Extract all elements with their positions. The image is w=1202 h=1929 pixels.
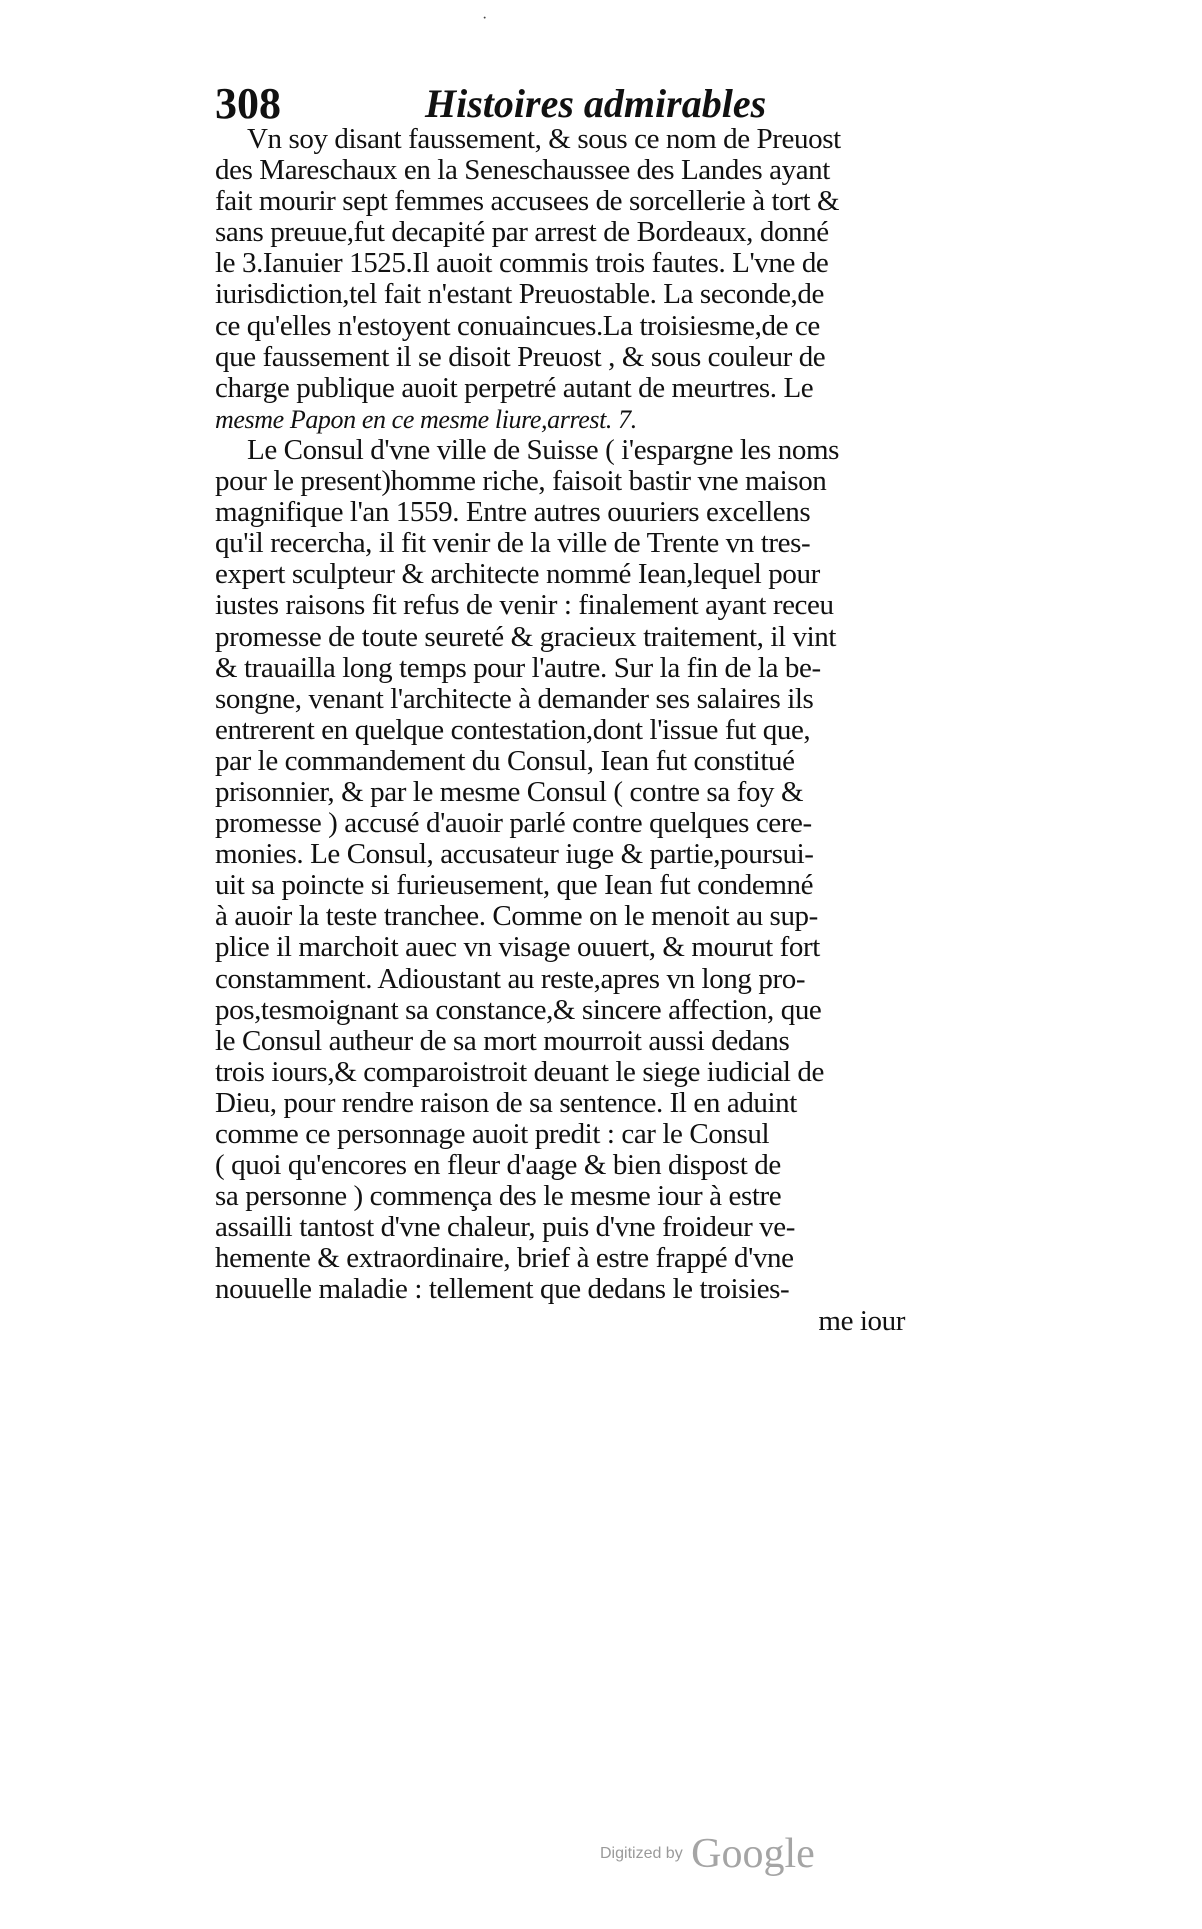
text-line: pos,tesmoignant sa constance,& sincere affection, que <box>215 993 822 1026</box>
text-line: prisonnier, & par le mesme Consul ( contre sa foy & <box>215 775 804 808</box>
text-line: songne, venant l'architecte à demander ses salaires ils <box>215 682 814 715</box>
text-line: assailli tantost d'vne chaleur, puis d'vne froideur ve- <box>215 1211 796 1244</box>
text-line: à auoir la teste tranchee. Comme on le menoit au sup- <box>215 900 818 933</box>
text-line: ( quoi qu'encores en fleur d'aage & bien dispost de <box>215 1149 781 1182</box>
text-line: charge publique auoit perpetré autant de meurtres. Le <box>215 371 814 404</box>
text-line: iurisdiction,tel fait n'estant Preuostable. La seconde,de <box>215 278 824 311</box>
text-line: hemente & extraordinaire, brief à estre frappé d'vne <box>215 1242 794 1275</box>
text-line: le Consul autheur de sa mort mourroit aussi dedans <box>215 1024 790 1057</box>
page-number: 308 <box>215 79 281 128</box>
text-line: par le commandement du Consul, Iean fut constitué <box>215 744 795 777</box>
text-line: iustes raisons fit refus de venir : finalement ayant receu <box>215 589 834 622</box>
text-line: Dieu, pour rendre raison de sa sentence. Il en aduint <box>215 1086 797 1119</box>
text-line: entrerent en quelque contestation,dont l'issue fut que, <box>215 713 811 746</box>
text-line: monies. Le Consul, accusateur iuge & partie,poursui- <box>215 838 814 871</box>
body-text <box>215 124 905 1337</box>
scan-mark: · <box>482 10 488 27</box>
text-line: uit sa poincte si furieusement, que Iean fut condemné <box>215 869 814 902</box>
text-line: que faussement il se disoit Preuost , & sous couleur de <box>215 340 826 373</box>
text-line: & trauailla long temps pour l'autre. Sur la fin de la be- <box>215 651 821 684</box>
text-line: me iour <box>818 1304 905 1337</box>
text-line: des Mareschaux en la Seneschaussee des Landes ayant <box>215 154 830 187</box>
google-watermark <box>600 1830 815 1878</box>
text-line: comme ce personnage auoit predit : car le Consul <box>215 1118 770 1150</box>
text-line: pour le present)homme riche, faisoit bastir vne maison <box>215 465 827 498</box>
text-line: plice il marchoit auec vn visage ouuert, & mourut fort <box>215 931 820 964</box>
text-line: sa personne ) commença des le mesme iour à estre <box>215 1180 782 1213</box>
text-line: Le Consul d'vne ville de Suisse ( i'espargne les noms <box>247 433 839 466</box>
text-line: trois iours,& comparoistroit deuant le siege iudicial de <box>215 1055 825 1088</box>
text-line: expert sculpteur & architecte nommé Iean,lequel pour <box>215 558 820 591</box>
text-line: promesse de toute seureté & gracieux traitement, il vint <box>215 620 837 653</box>
text-line: promesse ) accusé d'auoir parlé contre quelques cere- <box>215 807 812 840</box>
digitized-by-label: Digitized by <box>600 1845 683 1862</box>
text-line: qu'il recercha, il fit venir de la ville de Trente vn tres- <box>215 527 811 560</box>
google-logo: Google <box>691 1831 815 1877</box>
text-line: le 3.Ianuier 1525.Il auoit commis trois fautes. L'vne de <box>215 247 829 280</box>
text-line: mesme Papon en ce mesme liure,arrest. 7. <box>215 404 637 434</box>
text-line: fait mourir sept femmes accusees de sorcellerie à tort & <box>215 185 840 218</box>
running-title: Histoires admirables <box>425 81 767 126</box>
text-line: sans preuue,fut decapité par arrest de Bordeaux, donné <box>215 216 829 249</box>
text-line: ce qu'elles n'estoyent conuaincues.La troisiesme,de ce <box>215 309 820 342</box>
text-line: Vn soy disant faussement, & sous ce nom de Preuost <box>247 123 841 155</box>
text-line: magnifique l'an 1559. Entre autres ouuriers excellens <box>215 496 811 529</box>
text-line: nouuelle maladie : tellement que dedans le troisies- <box>215 1273 790 1306</box>
text-line: constamment. Adioustant au reste,apres vn long pro- <box>215 962 806 995</box>
